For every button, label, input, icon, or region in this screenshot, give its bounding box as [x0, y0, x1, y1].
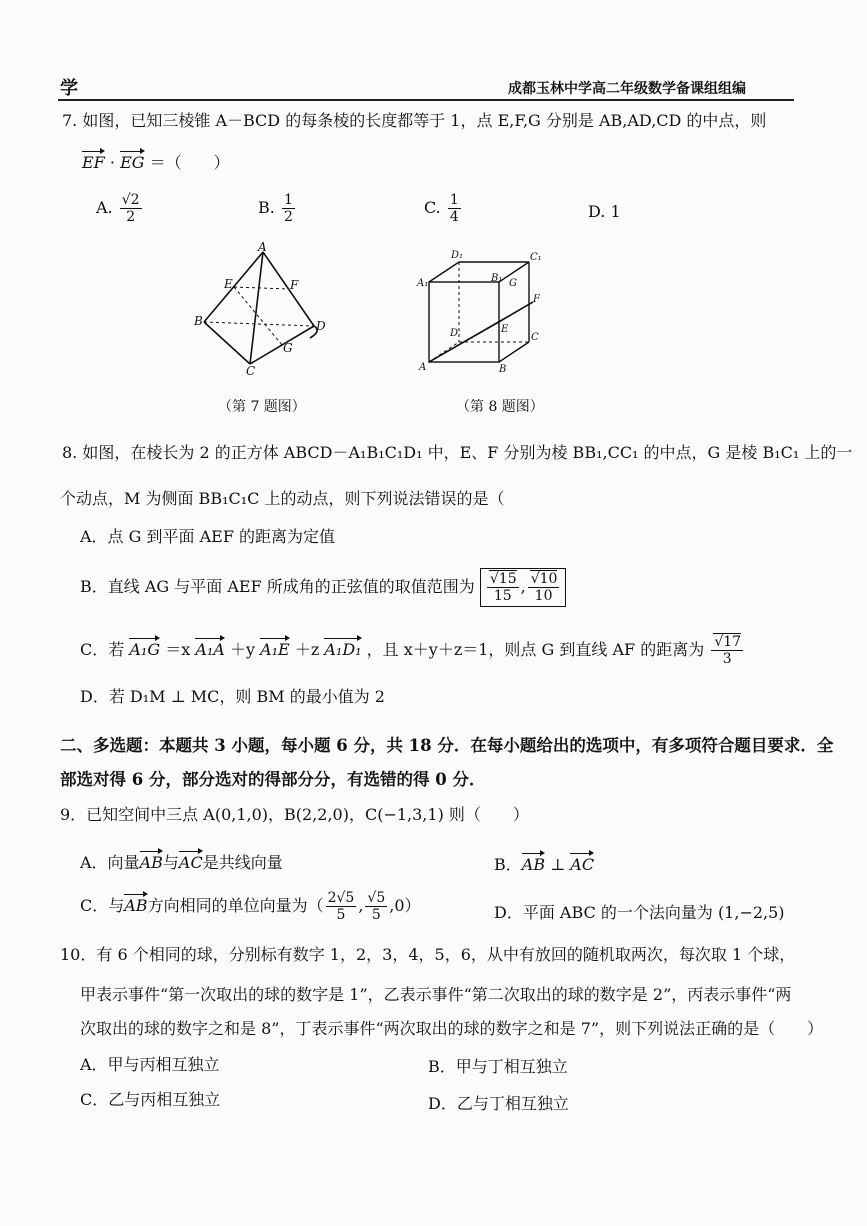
label-e: E	[501, 324, 509, 335]
option-text: ＋y	[229, 640, 255, 659]
q10-line1: 10．有 6 个相同的球，分别标有数字 1，2，3，4，5，6，从中有放回的随机取两次，每次取 1 个球，	[60, 945, 796, 964]
numerator	[487, 571, 519, 588]
fraction	[528, 571, 560, 604]
vector-ab: AB	[139, 853, 163, 872]
q7-line2	[82, 150, 230, 173]
q8-line2: 个动点，M 为侧面 BB₁C₁C 上的动点，则下列说法错误的是（	[60, 489, 505, 508]
option-text: B．	[494, 855, 522, 874]
vector-ef: EF	[82, 153, 105, 172]
vector-a1a: A₁A	[195, 640, 225, 659]
numerator: 1	[283, 192, 293, 208]
interval-bracket: $\frac{√15}{15}$ , $\frac{√10}{10}$	[480, 568, 567, 607]
segment-ef	[499, 302, 533, 322]
option-text: ⊥	[545, 855, 571, 874]
edge-a1d1	[429, 262, 459, 282]
q8-option-a: A．点 G 到平面 AEF 的距离为定值	[80, 527, 336, 546]
q8-number: 8.	[62, 443, 78, 462]
vector-ab: AB	[521, 855, 546, 874]
label-f: F	[533, 294, 540, 305]
fig8-labels	[416, 250, 542, 374]
q7-option-d	[588, 202, 621, 221]
q9-option-a	[80, 850, 283, 873]
header-left: 学	[60, 78, 78, 99]
section2-line1: 二、多选题：本题共 3 小题，每小题 6 分，共 18 分．在每小题给出的选项中，有多项符合题目要求．全	[60, 736, 834, 755]
q8-option-b	[80, 568, 566, 607]
option-label: B.	[258, 198, 275, 217]
denominator: 15	[493, 588, 512, 604]
label-a1: A₁	[417, 278, 429, 289]
segment-ae	[429, 322, 499, 362]
denominator: 5	[336, 907, 346, 923]
edge-ad	[263, 252, 314, 326]
numerator	[711, 634, 743, 651]
fraction	[282, 192, 295, 225]
label-d: D	[450, 328, 459, 339]
numerator: √2	[121, 192, 140, 208]
option-text: A．向量	[80, 853, 140, 872]
option-text: ，且 x＋y＋z＝1，则点 G 到直线 AF 的距离为	[366, 640, 705, 659]
q9-option-d: D．平面 ABC 的一个法向量为 (1,−2,5)	[494, 903, 785, 922]
option-text: ＋z	[294, 640, 320, 659]
q8-option-c	[80, 634, 745, 667]
q10-option-c: C．乙与丙相互独立	[80, 1090, 221, 1109]
q8-stem: 如图，在棱长为 2 的正方体 ABCD－A₁B₁C₁D₁ 中，E、F 分别为棱 BB₁,CC₁ 的中点，G 是棱 B₁C₁ 上的一	[82, 443, 853, 462]
vector-a1e: A₁E	[260, 640, 290, 659]
label-c: C	[246, 364, 256, 377]
fraction	[448, 192, 461, 225]
option-text: C．若	[80, 640, 125, 659]
q10-option-b: B．甲与丁相互独立	[428, 1057, 568, 1076]
fraction	[326, 890, 357, 923]
vector-a1g: A₁G	[129, 640, 161, 659]
fraction	[120, 192, 142, 225]
option-text: B．直线 AG 与平面 AEF 所成角的正弦值的取值范围为	[80, 577, 475, 596]
q10-line3: 次取出的球的数字之和是 8”，丁表示事件“两次取出的球的数字之和是 7”，则下列说法正确的是（ ）	[80, 1019, 824, 1038]
fraction	[487, 571, 519, 604]
q9-stem: 9．已知空间中三点 A(0,1,0)，B(2,2,0)，C(−1,3,1) 则（ ）	[60, 805, 529, 824]
q7-option-b	[258, 192, 297, 225]
label-b1: B₁	[491, 273, 503, 284]
segment-ef	[234, 287, 288, 289]
q7-blank: ＝（ ）	[149, 153, 230, 172]
q8-option-d: D．若 D₁M ⊥ MC，则 BM 的最小值为 2	[80, 687, 385, 706]
q10-option-a: A．甲与丙相互独立	[80, 1055, 220, 1074]
header-right: 成都玉林中学高二年级数学备课组组编	[508, 81, 746, 97]
label-a: A	[258, 242, 267, 254]
header-divider	[58, 99, 794, 101]
option-text: C．与	[80, 896, 125, 915]
vector-ac: AC	[570, 855, 595, 874]
option-label: D.	[588, 202, 606, 221]
sqrt-value: √10	[530, 571, 558, 587]
fig7-caption: （第 7 题图）	[218, 399, 306, 415]
option-value: 1	[610, 202, 621, 221]
option-text: 方向相同的单位向量为（	[147, 896, 324, 915]
q8-line1	[62, 440, 852, 463]
option-label: C.	[424, 198, 441, 217]
fig7-labels	[193, 242, 326, 377]
label-d1: D₁	[451, 250, 464, 261]
option-text: ,0）	[389, 896, 421, 915]
sqrt-value: √17	[714, 634, 742, 650]
denominator: 2	[126, 209, 136, 225]
q7-stem: 如图，已知三棱锥 A－BCD 的每条棱的长度都等于 1，点 E,F,G 分别是 AB,AD,CD 的中点，则	[82, 111, 767, 130]
hidden-edge-bd	[204, 322, 314, 326]
label-g: G	[283, 341, 293, 355]
q7-option-c	[424, 192, 463, 225]
denominator: 2	[283, 209, 293, 225]
q7-line1	[62, 108, 766, 131]
option-label: A.	[96, 198, 113, 217]
fraction	[365, 890, 387, 923]
fig8-caption: （第 8 题图）	[456, 399, 544, 415]
cube-figure	[415, 244, 555, 374]
vector-ac: AC	[178, 853, 203, 872]
denominator: 5	[371, 907, 381, 923]
vector-ab: AB	[124, 896, 148, 915]
denominator: 3	[722, 651, 732, 667]
q7-number: 7.	[62, 111, 78, 130]
label-d: D	[316, 319, 326, 333]
option-text: 是共线向量	[202, 853, 283, 872]
label-e: E	[224, 277, 233, 291]
q10-line2: 甲表示事件“第一次取出的球的数字是 1”，乙表示事件“第二次取出的球的数字是 2”，丙表示事件“两	[80, 985, 792, 1004]
q7-option-a	[96, 192, 144, 225]
edge-bc	[499, 342, 529, 362]
q9-option-b	[494, 852, 594, 875]
vector-a1d1: A₁D₁	[324, 640, 362, 659]
dot-operator: ·	[109, 153, 115, 172]
option-text: 与	[162, 853, 179, 872]
label-g: G	[509, 278, 517, 289]
q9-option-c: C．与AB方向相同的单位向量为（ $\frac{2√5}{5}$ , $\frac{√5}{5}$ ,0）	[80, 890, 421, 923]
label-a: A	[419, 362, 427, 373]
front-face	[429, 282, 499, 362]
vector-eg: EG	[120, 153, 145, 172]
option-text: ＝x	[165, 640, 191, 659]
denominator: 4	[449, 209, 459, 225]
label-f: F	[290, 278, 299, 292]
numerator: 1	[449, 192, 459, 208]
fraction	[711, 634, 743, 667]
label-c1: C₁	[530, 252, 542, 263]
denominator: 10	[534, 588, 553, 604]
section2-line2: 部选对得 6 分，部分选对的得部分分，有选错的得 0 分．	[60, 770, 486, 789]
label-b: B	[194, 314, 203, 328]
numerator	[528, 571, 560, 588]
edge-cd	[250, 326, 314, 364]
q10-option-d: D．乙与丁相互独立	[428, 1094, 569, 1113]
edge-bc	[204, 322, 250, 364]
label-c: C	[531, 332, 539, 343]
numerator: √5	[367, 890, 386, 906]
sqrt-value: √15	[489, 571, 517, 587]
tetrahedron-figure	[190, 242, 340, 377]
label-b: B	[499, 364, 507, 374]
edge-ac	[250, 252, 263, 364]
numerator: 2√5	[327, 890, 355, 906]
